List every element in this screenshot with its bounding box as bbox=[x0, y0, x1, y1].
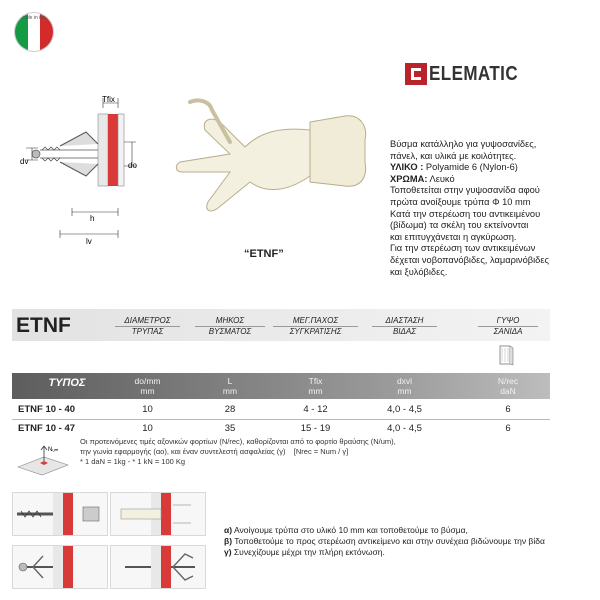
group-header-thickness: ΜΕΓ.ΠΑΧΟΣ ΣΥΓΚΡΑΤΙΣΗΣ bbox=[273, 316, 358, 336]
desc-line: και ξυλόβιδες. bbox=[390, 266, 448, 277]
desc-line: Τοποθετείται στην γυψοσανίδα αφού bbox=[390, 185, 540, 196]
cell-tfix: 15 - 19 bbox=[300, 423, 331, 434]
product-description bbox=[390, 139, 595, 278]
brand-name: ELEMATIC bbox=[429, 63, 519, 85]
row-name: ETNF 10 - 47 bbox=[18, 423, 76, 434]
logo-mark-icon bbox=[405, 63, 427, 85]
mini-label: Nᵤₘ bbox=[48, 447, 59, 453]
group-header-screw: ΔΙΑΣΤΑΣΗ ΒΙΔΑΣ bbox=[372, 316, 437, 336]
label-do: do bbox=[128, 161, 137, 170]
step-d-image bbox=[110, 545, 206, 589]
label-lv: lv bbox=[86, 237, 92, 246]
made-in-italy-badge bbox=[14, 12, 54, 52]
desc-line: (βίδωμα) τα σκέλη του εκτείνονται bbox=[390, 220, 529, 231]
step-a-image bbox=[12, 492, 108, 536]
note-line: * 1 daN = 1kg - * 1 kN = 100 Kg bbox=[80, 457, 186, 466]
product-caption: “ETNF” bbox=[244, 248, 284, 260]
header-l: L mm bbox=[222, 376, 238, 396]
label-tfix: Tfix bbox=[102, 95, 115, 104]
step-c-image bbox=[12, 545, 108, 589]
desc-line: δέχεται νοβοπανόβιδες, λαμαρινόβιδες bbox=[390, 254, 549, 265]
label-h: h bbox=[90, 214, 95, 223]
load-formula: [Nrec = Num / γ] bbox=[293, 447, 349, 456]
cell-dxvl: 4,0 - 4,5 bbox=[387, 404, 422, 415]
desc-material: ΥΛΙΚΟ : Polyamide 6 (Nylon-6) bbox=[390, 162, 518, 173]
header-do: do/mm mm bbox=[134, 376, 161, 396]
desc-line: Για την στερέωση των αντικειμένων bbox=[390, 243, 536, 254]
cell-l: 35 bbox=[224, 423, 236, 434]
desc-line: και επιτυγχάνεται η αγκύρωση. bbox=[390, 231, 517, 242]
cell-nrec: 6 bbox=[505, 404, 511, 415]
cell-tfix: 4 - 12 bbox=[303, 404, 328, 415]
label-dv: dv bbox=[20, 157, 29, 166]
row-name: ETNF 10 - 40 bbox=[18, 404, 76, 415]
note-line: την γωνία εφαρμογής (αο), και έναν συντελεστή ασφαλείας (γ) [Nrec = Num / γ] bbox=[80, 447, 349, 456]
group-header-drywall: ΓΥΨΟ ΣΑΝΙΔΑ bbox=[478, 316, 538, 336]
table-row bbox=[12, 401, 550, 419]
desc-color: ΧΡΩΜΑ: Λευκό bbox=[390, 173, 455, 184]
step-b-image bbox=[110, 492, 206, 536]
header-tfix: Tfix mm bbox=[308, 376, 323, 396]
drywall-swatch-icon bbox=[498, 344, 514, 366]
load-note bbox=[80, 437, 520, 467]
step-b: β) Τοποθετούμε το προς στερέωση αντικείμενο και στην συνέχεια βιδώνουμε την βίδα bbox=[224, 536, 545, 546]
desc-line: Κατά την στερέωση του αντικειμένου bbox=[390, 208, 541, 219]
table-title: ETNF bbox=[16, 314, 71, 337]
note-line: Οι προτεινόμενες τιμές αξονικών φορτίων (N/rec), καθορίζονται από το φορτίο θραύσης (N/um), bbox=[80, 437, 396, 446]
desc-line: Βύσμα κατάλληλο για γυψοσανίδες, bbox=[390, 139, 537, 149]
desc-line: πρώτα ανοίξουμε τρύπα Φ 10 mm bbox=[390, 196, 531, 207]
header-nrec: N/rec daN bbox=[497, 376, 519, 396]
cell-dxvl: 4,0 - 4,5 bbox=[387, 423, 422, 434]
header-dxvl: dxvl mm bbox=[396, 376, 413, 396]
desc-line: πάνελ, και υλικά με κοιλότητες. bbox=[390, 150, 517, 161]
badge-text: made in italy bbox=[19, 15, 49, 21]
cell-do: 10 bbox=[142, 423, 153, 434]
elematic-logo bbox=[405, 61, 545, 87]
step-a: α) Ανοίγουμε τρύπα στο υλικό 10 mm και τοποθετούμε το βύσμα, bbox=[224, 525, 468, 535]
cell-do: 10 bbox=[142, 404, 153, 415]
installation-steps bbox=[224, 525, 594, 558]
table-row bbox=[12, 420, 550, 438]
load-direction-diagram bbox=[14, 443, 74, 479]
group-header-diameter: ΔΙΑΜΕΤΡΟΣ ΤΡΥΠΑΣ bbox=[115, 316, 180, 336]
cell-nrec: 6 bbox=[505, 423, 511, 434]
step-c: γ) Συνεχίζουμε μέχρι την πλήρη εκτόνωση. bbox=[224, 547, 385, 557]
group-header-length: ΜΗΚΟΣ ΒΥΣΜΑΤΟΣ bbox=[195, 316, 265, 336]
etnf-anchor-image bbox=[160, 92, 375, 242]
header-type: ΤΥΠΟΣ bbox=[48, 377, 86, 389]
installation-cross-section-diagram bbox=[20, 94, 145, 249]
cell-l: 28 bbox=[224, 404, 236, 415]
